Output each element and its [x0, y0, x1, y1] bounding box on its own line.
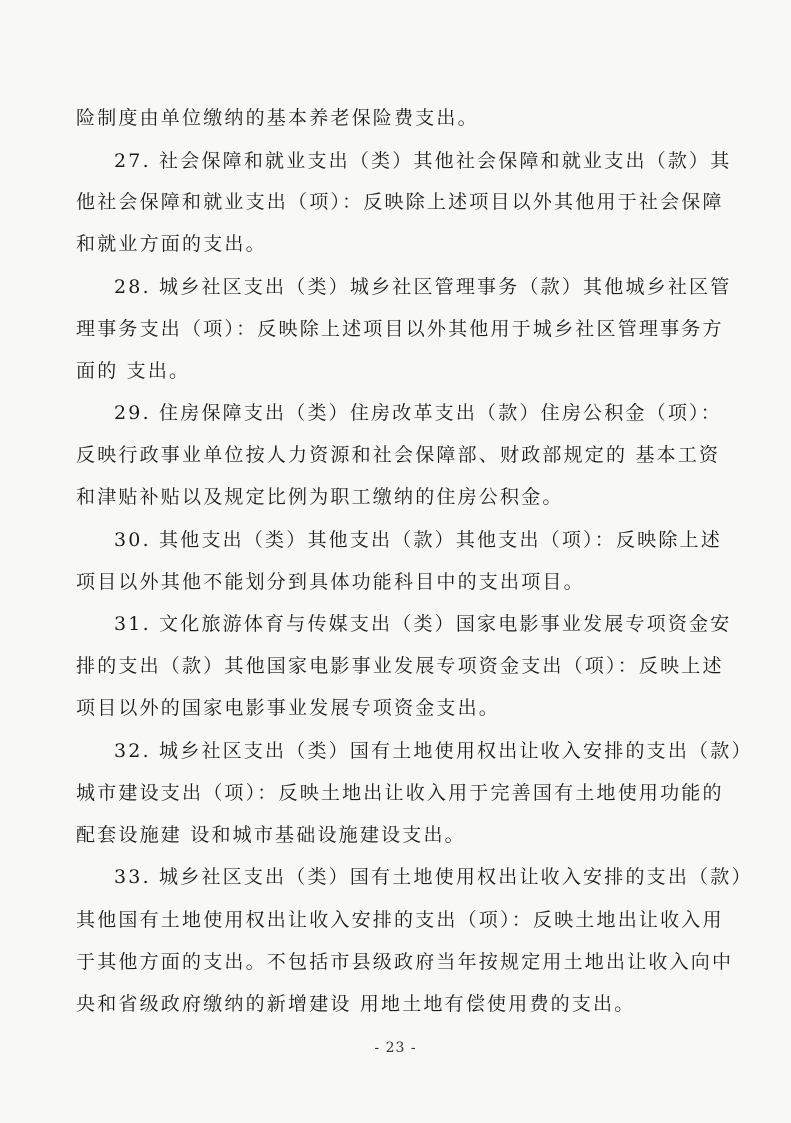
- text-line: 和津贴补贴以及规定比例为职工缴纳的住房公积金。: [76, 486, 564, 508]
- text-line: 央和省级政府缴纳的新增建设 用地土地有偿使用费的支出。: [76, 993, 636, 1015]
- text-line: 29. 住房保障支出（类）住房改革支出（款）住房公积金（项）：: [114, 402, 722, 424]
- text-line: 城市建设支出（项）：反映土地出让收入用于完善国有土地使用功能的: [76, 782, 724, 804]
- text-line: 32. 城乡社区支出（类）国有土地使用权出让收入安排的支出（款）: [114, 740, 753, 762]
- text-line: 33. 城乡社区支出（类）国有土地使用权出让收入安排的支出（款）: [114, 866, 753, 888]
- text-line: 排的支出（款）其他国家电影事业发展专项资金支出（项）：反映上述: [76, 655, 724, 677]
- text-line: 面的 支出。: [76, 360, 191, 382]
- text-line: 于其他方面的支出。不包括市县级政府当年按规定用土地出让收入向中: [76, 951, 734, 973]
- page-number: - 23 -: [374, 1040, 417, 1056]
- text-line: 他社会保障和就业支出（项）：反映除上述项目以外其他用于社会保障: [76, 191, 724, 213]
- text-line: 30. 其他支出（类）其他支出（款）其他支出（项）：反映除上述: [114, 529, 722, 551]
- text-line: 险制度由单位缴纳的基本养老保险费支出。: [76, 107, 479, 129]
- text-line: 项目以外其他不能划分到具体功能科目中的支出项目。: [76, 571, 585, 593]
- text-line: 31. 文化旅游体育与传媒支出（类）国家电影事业发展专项资金安: [114, 613, 732, 635]
- text-line: 其他国有土地使用权出让收入安排的支出（项）：反映土地出让收入用: [76, 909, 724, 931]
- text-line: 和就业方面的支出。: [76, 233, 267, 255]
- text-line: 27. 社会保障和就业支出（类）其他社会保障和就业支出（款）其: [114, 150, 732, 172]
- text-line: 反映行政事业单位按人力资源和社会保障部、财政部规定的 基本工资: [76, 444, 721, 466]
- text-line: 项目以外的国家电影事业发展专项资金支出。: [76, 697, 501, 719]
- text-line: 28. 城乡社区支出（类）城乡社区管理事务（款）其他城乡社区管: [114, 276, 732, 298]
- text-line: 配套设施建 设和城市基础设施建设支出。: [76, 824, 466, 846]
- text-line: 理事务支出（项）：反映除上述项目以外其他用于城乡社区管理事务方: [76, 318, 724, 340]
